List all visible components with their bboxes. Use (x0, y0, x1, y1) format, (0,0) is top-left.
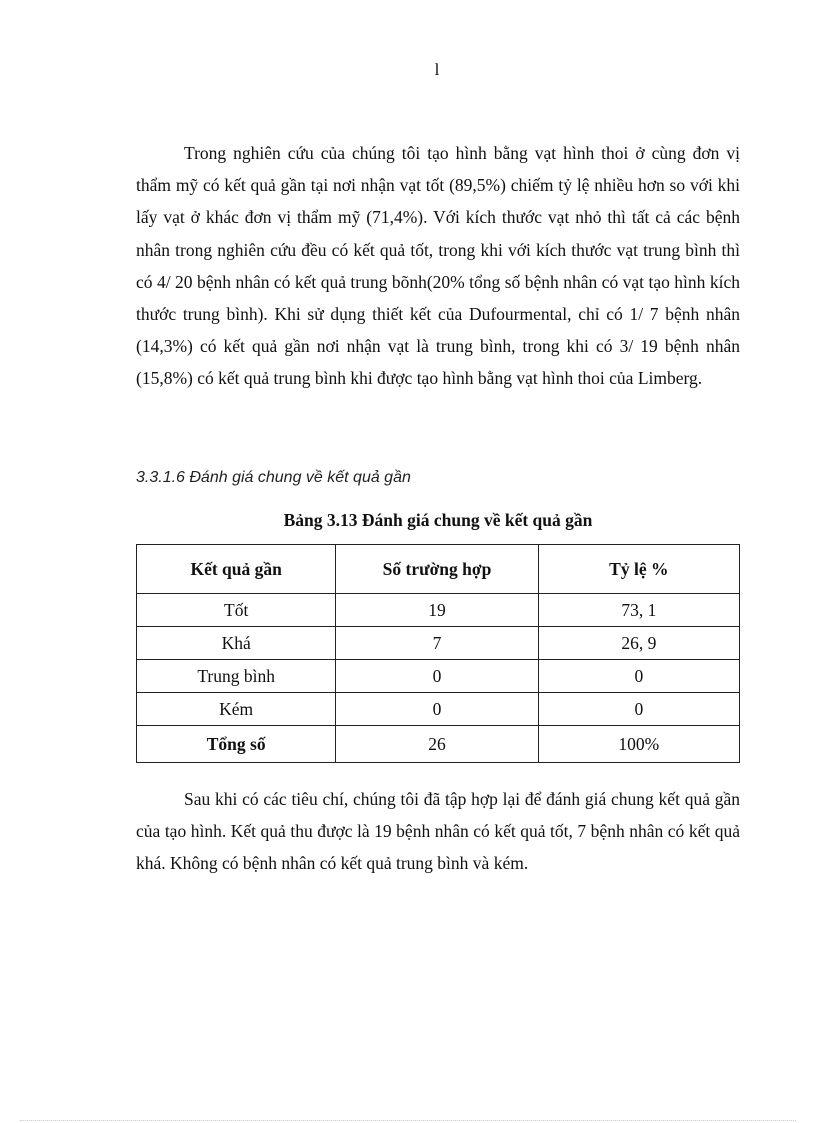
page-number: l (434, 60, 440, 79)
cell-total-label: Tổng số (137, 726, 336, 763)
cell-percent: 73, 1 (538, 594, 739, 627)
table-header-row (137, 545, 740, 594)
table-caption: Bảng 3.13 Đánh giá chung về kết quả gần (283, 510, 593, 530)
body-paragraph-1: Trong nghiên cứu của chúng tôi tạo hình bằng vạt hình thoi ở cùng đơn vị thẩm mỹ có kết quả gần tại nơi nhận vạt tốt (89,5%) chiếm tỷ lệ nhiều hơn so với khi lấy vạt ở khác đơn vị thẩm mỹ (71,4%). Với kích thước vạt nhỏ thì tất cả các bệnh nhân trong nghiên cứu đều có kết quả tốt, trong khi với kích thước vạt trung bình thì có 4/ 20 bệnh nhân có kết quả trung bõnh(20% tổng số bệnh nhân có vạt tạo hình kích thước trung bình). Khi sử dụng thiết kết của Dufourmental, chỉ có 1/ 7 bệnh nhân (14,3%) có kết quả gần nơi nhận vạt là trung bình, trong khi có 3/ 19 bệnh nhân (15,8%) có kết quả trung bình khi được tạo hình bằng vạt hình thoi của Limberg. (136, 143, 740, 389)
cell-result: Khá (137, 627, 336, 660)
cell-total-percent: 100% (538, 726, 739, 763)
cell-count: 19 (336, 594, 538, 627)
header-percent: Tỷ lệ % (538, 545, 739, 594)
table-row (137, 627, 740, 660)
cell-result: Kém (137, 693, 336, 726)
cell-count: 0 (336, 693, 538, 726)
cell-total-count: 26 (336, 726, 538, 763)
cell-count: 7 (336, 627, 538, 660)
cell-percent: 0 (538, 660, 739, 693)
header-result: Kết quả gần (137, 545, 336, 594)
cell-percent: 26, 9 (538, 627, 739, 660)
cell-result: Tốt (137, 594, 336, 627)
body-paragraph-2: Sau khi có các tiêu chí, chúng tôi đã tập hợp lại để đánh giá chung kết quả gần của tạo hình. Kết quả thu được là 19 bệnh nhân có kết quả tốt, 7 bệnh nhân có kết quả khá. Không có bệnh nhân có kết quả trung bình và kém. (136, 789, 740, 874)
cell-percent: 0 (538, 693, 739, 726)
table-row (137, 594, 740, 627)
results-table (136, 544, 740, 763)
table-row (137, 660, 740, 693)
table-row (137, 693, 740, 726)
page-bottom-divider (20, 1120, 796, 1121)
table-total-row (137, 726, 740, 763)
cell-count: 0 (336, 660, 538, 693)
cell-result: Trung bình (137, 660, 336, 693)
header-case-count: Số trường hợp (336, 545, 538, 594)
section-heading: 3.3.1.6 Đánh giá chung về kết quả gần (136, 469, 411, 486)
